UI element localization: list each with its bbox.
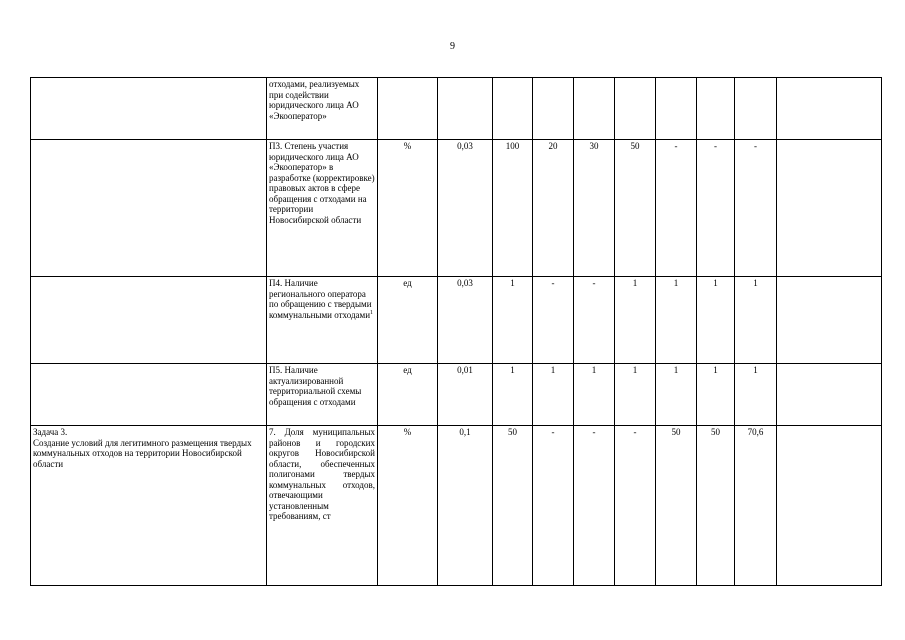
unit-cell: % — [378, 426, 438, 586]
value-cell — [777, 364, 882, 426]
value-cell: 1 — [656, 364, 697, 426]
unit-cell — [378, 78, 438, 140]
value-cell: 100 — [493, 140, 533, 277]
task-cell — [31, 78, 267, 140]
weight-cell — [438, 78, 493, 140]
indicator-cell: 7. Доля муниципальных районов и городских округов Новосибирской области, обеспеченных полигонами твердых коммунальных отходов, отвечающими установленным требованиям, ст — [267, 426, 378, 586]
page-number: 9 — [450, 41, 455, 52]
unit-cell: ед — [378, 277, 438, 364]
value-cell — [533, 78, 574, 140]
value-cell: 1 — [697, 277, 735, 364]
value-cell — [777, 140, 882, 277]
value-cell — [574, 78, 615, 140]
value-cell — [697, 78, 735, 140]
value-cell — [777, 277, 882, 364]
value-cell: 1 — [615, 277, 656, 364]
table-row — [31, 140, 882, 277]
value-cell: 50 — [697, 426, 735, 586]
value-cell: - — [735, 140, 777, 277]
value-cell — [615, 78, 656, 140]
indicator-cell: П3. Степень участия юридического лица АО «Экооператор» в разработке (корректировке) правовых актов в сфере обращения с отходами на территории Новосибирской области — [267, 140, 378, 277]
indicators-table — [30, 77, 882, 586]
value-cell — [777, 426, 882, 586]
unit-cell: ед — [378, 364, 438, 426]
value-cell: - — [533, 426, 574, 586]
value-cell: 1 — [735, 277, 777, 364]
value-cell: 30 — [574, 140, 615, 277]
value-cell: 1 — [735, 364, 777, 426]
task-cell: Задача 3. Создание условий для легитимного размещения твердых коммунальных отходов на территории Новосибирской области — [31, 426, 267, 586]
value-cell: 1 — [493, 277, 533, 364]
value-cell: 1 — [615, 364, 656, 426]
task-cell — [31, 364, 267, 426]
value-cell: 70,6 — [735, 426, 777, 586]
table-row — [31, 277, 882, 364]
value-cell: 50 — [656, 426, 697, 586]
unit-cell: % — [378, 140, 438, 277]
value-cell: 1 — [574, 364, 615, 426]
value-cell: - — [533, 277, 574, 364]
weight-cell: 0,1 — [438, 426, 493, 586]
footnote-marker: 1 — [370, 309, 374, 316]
value-cell — [735, 78, 777, 140]
weight-cell: 0,01 — [438, 364, 493, 426]
task-cell — [31, 140, 267, 277]
weight-cell: 0,03 — [438, 277, 493, 364]
indicator-cell: П5. Наличие актуализированной территориальной схемы обращения с отходами — [267, 364, 378, 426]
table-row — [31, 78, 882, 140]
weight-cell: 0,03 — [438, 140, 493, 277]
value-cell: - — [574, 277, 615, 364]
value-cell: 20 — [533, 140, 574, 277]
value-cell — [493, 78, 533, 140]
value-cell: 1 — [697, 364, 735, 426]
indicator-cell: П4. Наличие регионального оператора по обращению с твердыми коммунальными отходами$^1$ — [267, 277, 378, 364]
value-cell — [656, 78, 697, 140]
value-cell: - — [697, 140, 735, 277]
value-cell: 1 — [656, 277, 697, 364]
indicator-cell: отходами, реализуемых при содействии юридического лица АО «Экооператор» — [267, 78, 378, 140]
value-cell: - — [574, 426, 615, 586]
value-cell: 50 — [493, 426, 533, 586]
table-row — [31, 426, 882, 586]
value-cell: 50 — [615, 140, 656, 277]
value-cell: - — [656, 140, 697, 277]
value-cell — [777, 78, 882, 140]
table-row — [31, 364, 882, 426]
value-cell: - — [615, 426, 656, 586]
value-cell: 1 — [533, 364, 574, 426]
task-cell — [31, 277, 267, 364]
value-cell: 1 — [493, 364, 533, 426]
